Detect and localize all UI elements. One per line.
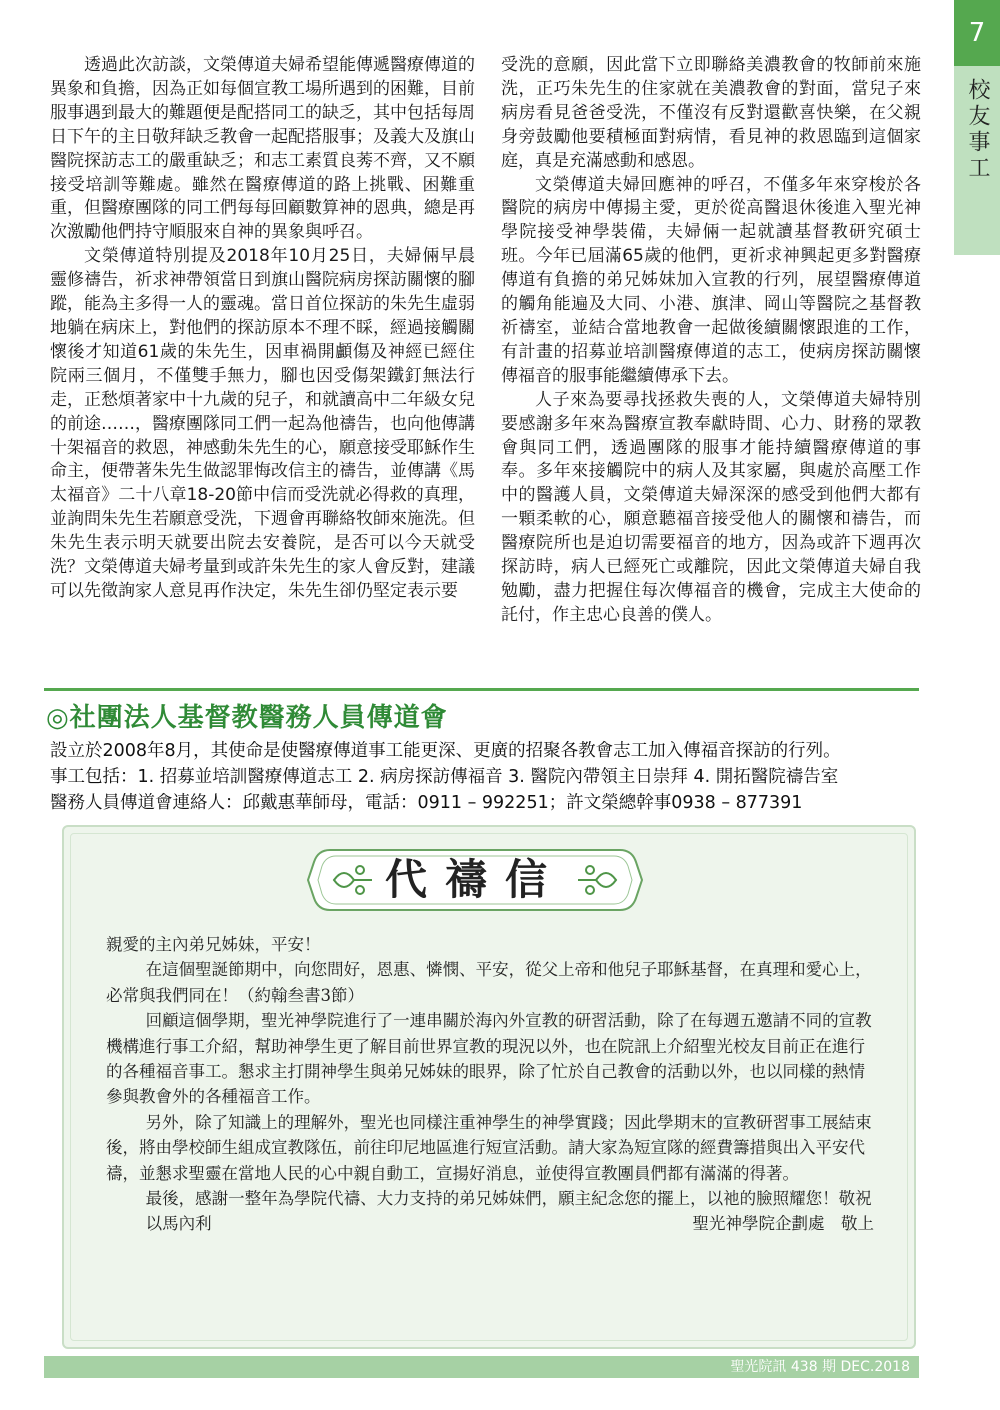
article-paragraph: 文榮傳道夫婦回應神的呼召，不僅多年來穿梭於各醫院的病房中傳揚主愛，更於從高醫退休後進入聖光神學院接受神學裝備，夫婦倆一起就讀基督教研究碩士班。今年已屆滿65歲的他們，更祈求神興起更多對醫療傳道有負擔的弟兄姊妹加入宣教的行列，展望醫療傳道的觸角能遍及大同、小港、旗津、岡山等醫院之基督教祈禱室，並結合當地教會一起做後續關懷跟進的工作，有計畫的招募並培訓醫療傳道的志工，使病房探訪關懷傳福音的服事能繼續傳承下去。 xyxy=(501,174,921,386)
org-ministries: 事工包括：1. 招募並培訓醫療傳道志工 2. 病房探訪傳福音 3. 醫院內帶領主日崇拜 4. 開拓醫院禱告室 xyxy=(50,767,839,787)
letter-paragraph: 另外，除了知識上的理解外，聖光也同樣注重神學生的神學實踐；因此學期末的宣教研習事工展結束後，將由學校師生組成宣教隊伍，前往印尼地區進行短宣活動。請大家為短宣隊的經費籌措與出入平安代禱，並懇求聖靈在當地人民的心中親自動工，宣揚好消息，並使得宣教團員們都有滿滿的得著。 xyxy=(106,1112,872,1183)
prayer-letter-title: 代禱信 xyxy=(384,855,565,904)
org-title: ◎社團法人基督教醫務人員傳道會 xyxy=(46,703,448,733)
letter-greeting: 親愛的主內弟兄姊妹，平安！ xyxy=(106,935,321,954)
article-paragraph: 透過此次訪談，文榮傳道夫婦希望能傳遞醫療傳道的異象和負擔，因為正如每個宣教工場所遇到的困難，目前服事遇到最大的難題便是配搭同工的缺乏，其中包括每周日下午的主日敬拜缺乏教會一起配搭服事；及義大及旗山醫院探訪志工的嚴重缺乏；和志工素質良莠不齊，又不願接受培訓等難處。雖然在醫療傳道的路上挑戰、困難重重，但醫療團隊的同工們每每回顧數算神的恩典，總是再次激勵他們持守順服來自神的異象與呼召。 xyxy=(50,55,475,243)
org-mission: 設立於2008年8月，其使命是使醫療傳道事工能更深、更廣的招聚各教會志工加入傳福音探訪的行列。 xyxy=(50,741,841,761)
article-paragraph: 文榮傳道特別提及2018年10月25日，夫婦倆早晨靈修禱告，祈求神帶領當日到旗山醫院病房探訪關懷的腳蹤，能為主多得一人的靈魂。當日首位探訪的朱先生虛弱地躺在病床上，對他們的探訪原本不理不睬，經過接觸關懷後才知道61歲的朱先生，因車禍開顱傷及神經已經住院兩三個月，不僅雙手無力，腳也因受傷架鐵釘無法行走，正愁煩著家中十九歲的兒子，和就讀高中二年級女兒的前途……，醫療團隊同工們一起為他禱告，也向他傳講十架福音的救恩，神感動朱先生的心，願意接受耶穌作生命主，便帶著朱先生做認罪悔改信主的禱告，並傳講《馬太福音》二十八章18-20節中信而受洗就必得救的真理，並詢問朱先生若願意受洗，下週會再聯絡牧師來施洗。但朱先生表示明天就要出院去安養院，是否可以今天就受洗？文榮傳道夫婦考量到或許朱先生的家人會反對，建議可以先徵詢家人意見再作決定，朱先生卻仍堅定表示要 xyxy=(50,246,475,601)
prayer-letter-body xyxy=(106,932,874,1237)
letter-closing: 以馬內利 xyxy=(145,1214,212,1234)
letter-signature: 聖光神學院企劃處 敬上 xyxy=(692,1214,874,1234)
article-left-column xyxy=(50,54,475,604)
article-paragraph: 受洗的意願，因此當下立即聯絡美濃教會的牧師前來施洗，正巧朱先生的住家就在美濃教會的對面，當兒子來病房看見爸爸受洗，不僅沒有反對還歡喜快樂，在父親身旁鼓勵他要積極面對病情，看見神的救恩臨到這個家庭，真是充滿感動和感恩。 xyxy=(501,55,921,171)
letter-paragraph: 最後，感謝一整年為學院代禱、大力支持的弟兄姊妹們，願主紀念您的擺上，以祂的臉照耀您！敬祝 xyxy=(145,1189,872,1209)
prayer-letter-header xyxy=(290,836,660,924)
article-paragraph: 人子來為要尋找拯救失喪的人，文榮傳道夫婦特別要感謝多年來為醫療宣教奉獻時間、心力、財務的眾教會與同工們，透過團隊的服事才能持續醫療傳道的事奉。多年來接觸院中的病人及其家屬，與處於高壓工作中的醫護人員，文榮傳道夫婦深深的感受到他們大都有一顆柔軟的心，願意聽福音接受他人的關懷和禱告，而醫療院所也是迫切需要福音的地方，因為或許下週再次探訪時，病人已經死亡或離院，因此文榮傳道夫婦自我勉勵，盡力把握住每次傳福音的機會，完成主大使命的託付，作主忠心良善的僕人。 xyxy=(501,389,921,625)
letter-paragraph: 回顧這個學期，聖光神學院進行了一連串關於海內外宣教的研習活動，除了在每週五邀請不同的宣教機構進行事工介紹，幫助神學生更了解目前世界宣教的現況以外，也在院訊上介紹聖光校友目前正在進行的各種福音事工。懇求主打開神學生與弟兄姊妹的眼界，除了忙於自己教會的活動以外，也以同樣的熱情參與教會外的各種福音工作。 xyxy=(106,1011,872,1107)
section-title: 校友事工 xyxy=(965,78,990,182)
letter-sign-row xyxy=(106,1211,874,1236)
footer-issue: 聖光院訊 438 期 DEC.2018 xyxy=(730,1359,910,1375)
org-contact: 醫務人員傳道會連絡人：邱戴惠華師母，電話：0911 – 992251；許文榮總幹事0938 – 877391 xyxy=(50,793,803,813)
letter-paragraph: 在這個聖誕節期中，向您問好，恩惠、憐憫、平安，從父上帝和他兒子耶穌基督，在真理和愛心上，必常與我們同在！（約翰叁書3節） xyxy=(106,960,872,1005)
article-right-column xyxy=(501,54,921,628)
page-number: 7 xyxy=(954,0,1000,66)
org-info xyxy=(50,738,930,816)
section-divider xyxy=(44,688,919,691)
